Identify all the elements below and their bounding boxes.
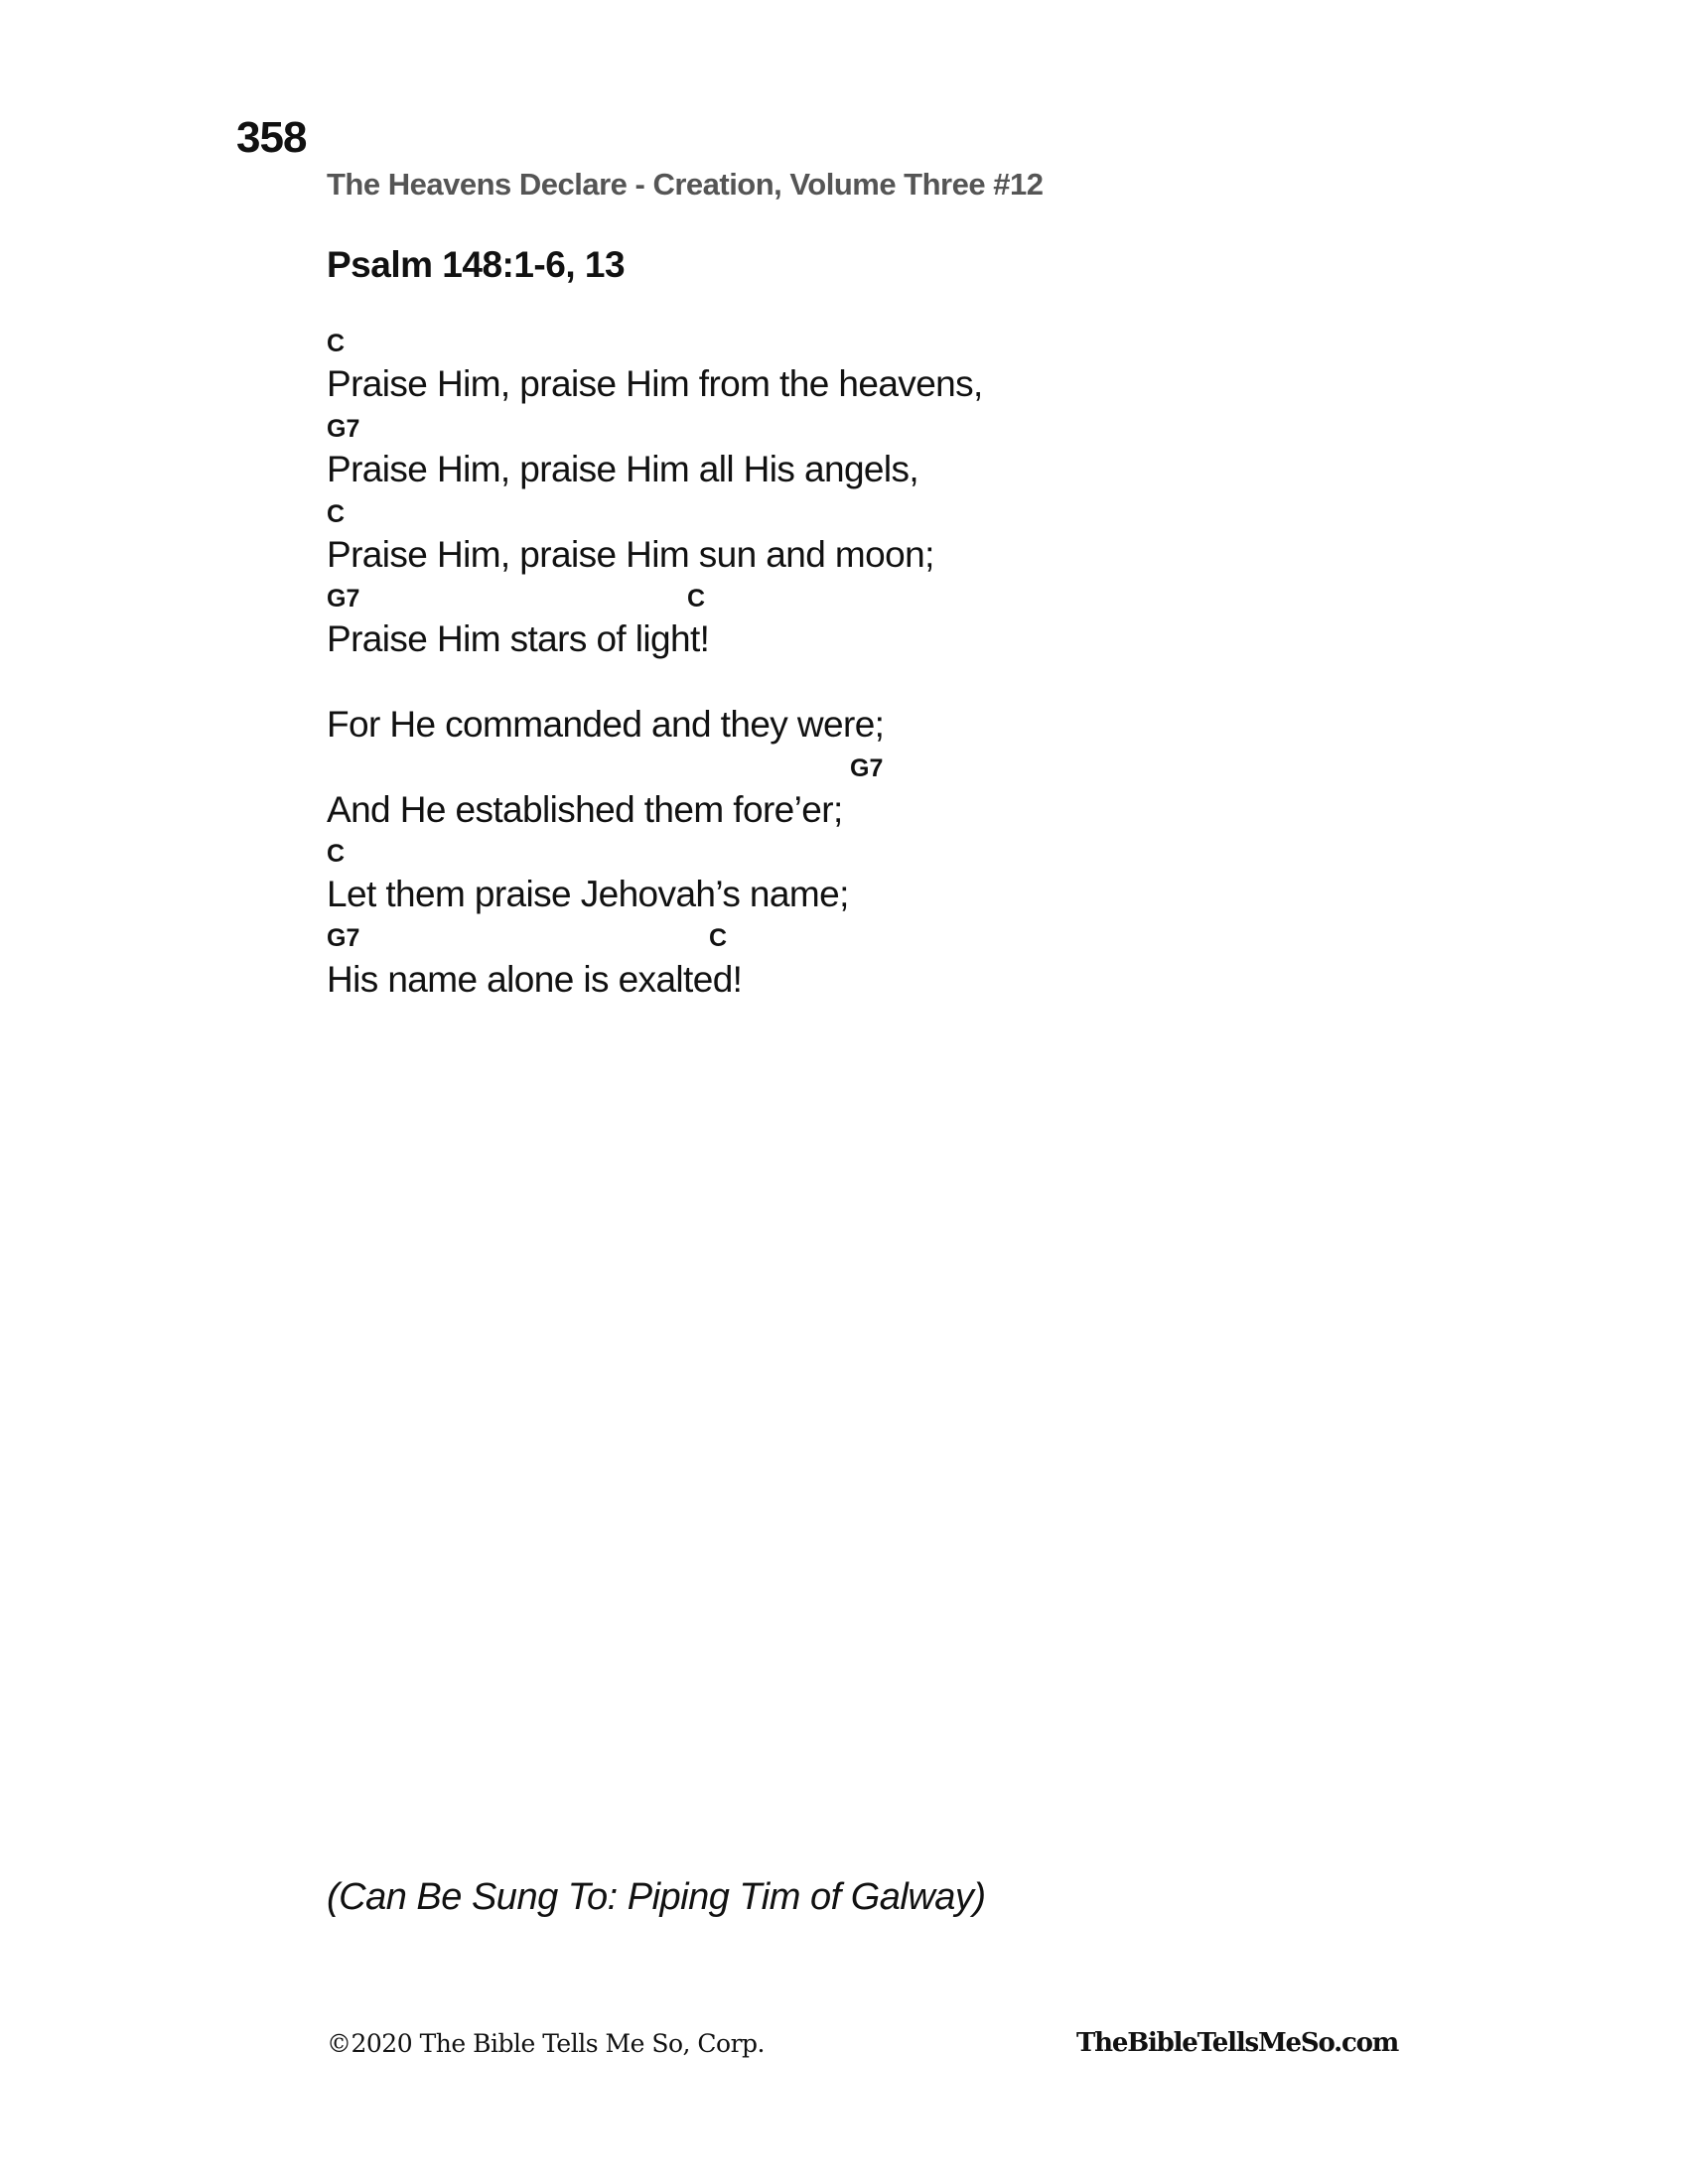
lyric-line: For He commanded and they were; <box>327 704 885 745</box>
chord: C <box>327 500 346 528</box>
lyric-line: His name alone is exalted! <box>327 959 743 1000</box>
lyric-line: Praise Him stars of light! <box>327 618 710 659</box>
website-link[interactable]: TheBibleTellsMeSo.com <box>1076 2028 1399 2058</box>
lyric-line: And He established them fore’er; <box>327 789 843 830</box>
chord: C <box>687 585 706 613</box>
chord: G7 <box>327 585 360 613</box>
lyric-line: Praise Him, praise Him all His angels, <box>327 449 919 489</box>
page-number: 358 <box>236 113 307 162</box>
chord: G7 <box>327 415 360 443</box>
lyric-line: Praise Him, praise Him from the heavens, <box>327 363 983 404</box>
lyric-line: Let them praise Jehovah’s name; <box>327 874 849 914</box>
song-title: The Heavens Declare - Creation, Volume Three #12 <box>327 167 1044 202</box>
chord: C <box>709 924 728 952</box>
chord: G7 <box>850 754 884 782</box>
copyright: ©2020 The Bible Tells Me So, Corp. <box>327 2029 765 2058</box>
tune-note: (Can Be Sung To: Piping Tim of Galway) <box>327 1876 986 1918</box>
lyric-line: Praise Him, praise Him sun and moon; <box>327 534 934 575</box>
scripture-reference: Psalm 148:1-6, 13 <box>327 244 626 285</box>
chord: C <box>327 330 346 357</box>
chord: G7 <box>327 924 360 952</box>
chord: C <box>327 840 346 868</box>
